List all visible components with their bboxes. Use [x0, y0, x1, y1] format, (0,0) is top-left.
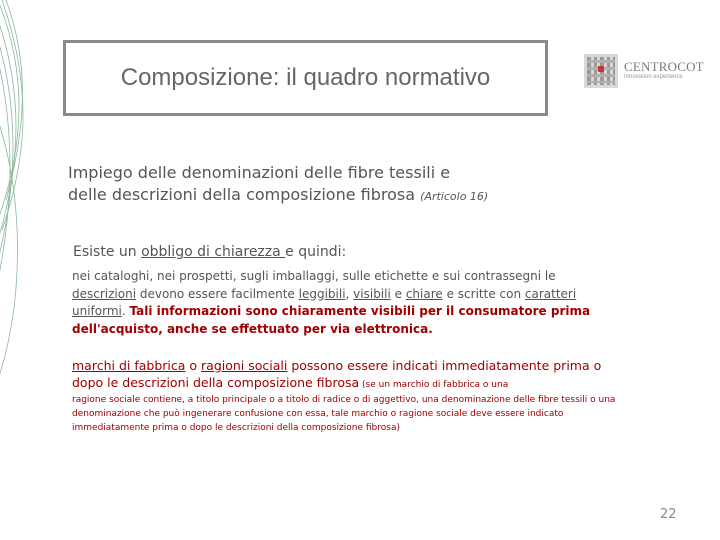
p2-c: , [345, 286, 354, 301]
p3-a: o [185, 358, 202, 373]
page-number: 22 [660, 507, 677, 522]
p1-pre: Esiste un [73, 244, 142, 260]
p3-small: (se un marchio di fabbrica o una [359, 380, 509, 390]
logo-tagline: Innovation experience [624, 74, 683, 80]
section-subtitle [68, 162, 588, 208]
paragraph-obbligo [73, 244, 346, 260]
paragraph-note: ragione sociale contiene, a titolo principale o a titolo di radice o di aggettivo, una denominazione delle fibre tessili o una denominazione che può ingenerare confusione con essa, tale marchio o ragione sociale deve essere indicato immediatamente prima o dopo le descrizioni della composizione fibrosa) [72, 395, 616, 434]
p1-post: e quindi: [285, 244, 347, 260]
logo-mark-icon [584, 54, 618, 88]
p3-b: possono essere indicati immediatamente prima o dopo le descrizioni della composizione fibrosa [72, 358, 602, 390]
p2-u4: chiare [405, 286, 443, 301]
p2-u3: visibili [353, 286, 391, 301]
p2-d: e [390, 286, 406, 301]
logo-name: CENTROCOT [624, 59, 704, 74]
paragraph-descrizioni [72, 268, 612, 338]
title-box [63, 40, 548, 116]
p2-b: devono essere facilmente [136, 286, 299, 301]
decorative-curves [0, 0, 30, 540]
p1-underlined: obbligo di chiarezza [141, 244, 286, 260]
subtitle-line1: Impiego delle denominazioni delle fibre tessili e [68, 163, 451, 182]
subtitle-line2: delle descrizioni della composizione fibrosa [68, 185, 416, 204]
p3-u2: ragioni sociali [201, 358, 288, 373]
p2-f: . [121, 304, 130, 318]
p2-u2: leggibili [298, 286, 346, 301]
p2-u5: caratteri uniformi [72, 286, 577, 318]
p2-a: nei cataloghi, nei prospetti, sugli imballaggi, sulle etichette e sui contrassegni le [72, 269, 556, 283]
centrocot-logo [584, 54, 704, 90]
p2-bold: Tali informazioni sono chiaramente visibili per il consumatore prima dell'acquisto, anche se effettuato per via elettronica. [72, 304, 591, 336]
paragraph-marchi [72, 357, 632, 394]
p3-u1: marchi di fabbrica [72, 358, 186, 373]
slide-title: Composizione: il quadro normativo [120, 64, 491, 91]
p2-u1: descrizioni [72, 286, 137, 301]
p2-e: e scritte con [442, 286, 525, 301]
subtitle-article: (Articolo 16) [420, 190, 489, 203]
